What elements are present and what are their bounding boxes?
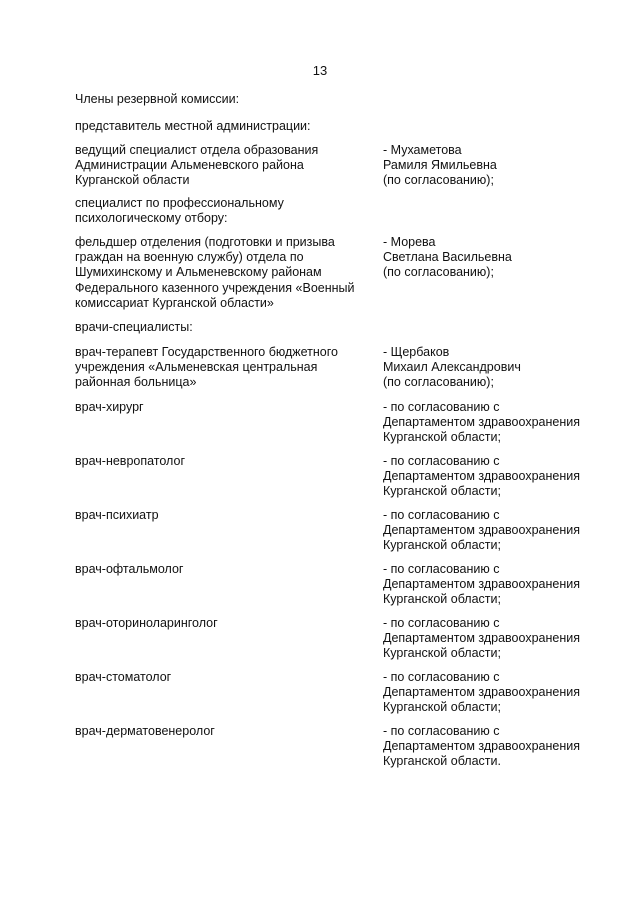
doctor-position: врач-дерматовенеролог <box>75 724 215 738</box>
doctor-position: врач-оториноларинголог <box>75 616 218 630</box>
member-position: фельдшер отделения (подготовки и призыва граждан на военную службу) отдела по Шумихинскому и Альменевскому районам Федерального казенного учреждения «Военный комиссариат Курганской области» <box>75 235 355 310</box>
doctor-person: - Щербаков Михаил Александрович (по согласованию); <box>383 345 521 390</box>
page-number: 13 <box>312 63 328 78</box>
group-label-administration: представитель местной администрации: <box>75 119 311 133</box>
section-heading: Члены резервной комиссии: <box>75 92 240 106</box>
member-person: - Морева Светлана Васильевна (по согласованию); <box>383 235 512 280</box>
doctor-position: врач-стоматолог <box>75 670 172 684</box>
doctor-person: - по согласованию с Департаментом здравоохранения Курганской области. <box>383 724 580 769</box>
doctor-person: - по согласованию с Департаментом здравоохранения Курганской области; <box>383 400 580 445</box>
member-position: специалист по профессиональному психологическому отбору: <box>75 196 284 226</box>
group-label-doctors: врачи-специалисты: <box>75 320 193 334</box>
doctor-position: врач-психиатр <box>75 508 159 522</box>
doctor-person: - по согласованию с Департаментом здравоохранения Курганской области; <box>383 562 580 607</box>
doctor-person: - по согласованию с Департаментом здравоохранения Курганской области; <box>383 616 580 661</box>
doctor-position: врач-невропатолог <box>75 454 185 468</box>
doctor-person: - по согласованию с Департаментом здравоохранения Курганской области; <box>383 508 580 553</box>
member-person: - Мухаметова Рамиля Ямильевна (по согласованию); <box>383 143 497 188</box>
doctor-person: - по согласованию с Департаментом здравоохранения Курганской области; <box>383 454 580 499</box>
doctor-person: - по согласованию с Департаментом здравоохранения Курганской области; <box>383 670 580 715</box>
doctor-position: врач-хирург <box>75 400 144 414</box>
member-position: ведущий специалист отдела образования Администрации Альменевского района Курганской области <box>75 143 319 188</box>
doctor-position: врач-офтальмолог <box>75 562 184 576</box>
doctor-position: врач-терапевт Государственного бюджетного учреждения «Альменевская центральная районная больница» <box>75 345 339 390</box>
